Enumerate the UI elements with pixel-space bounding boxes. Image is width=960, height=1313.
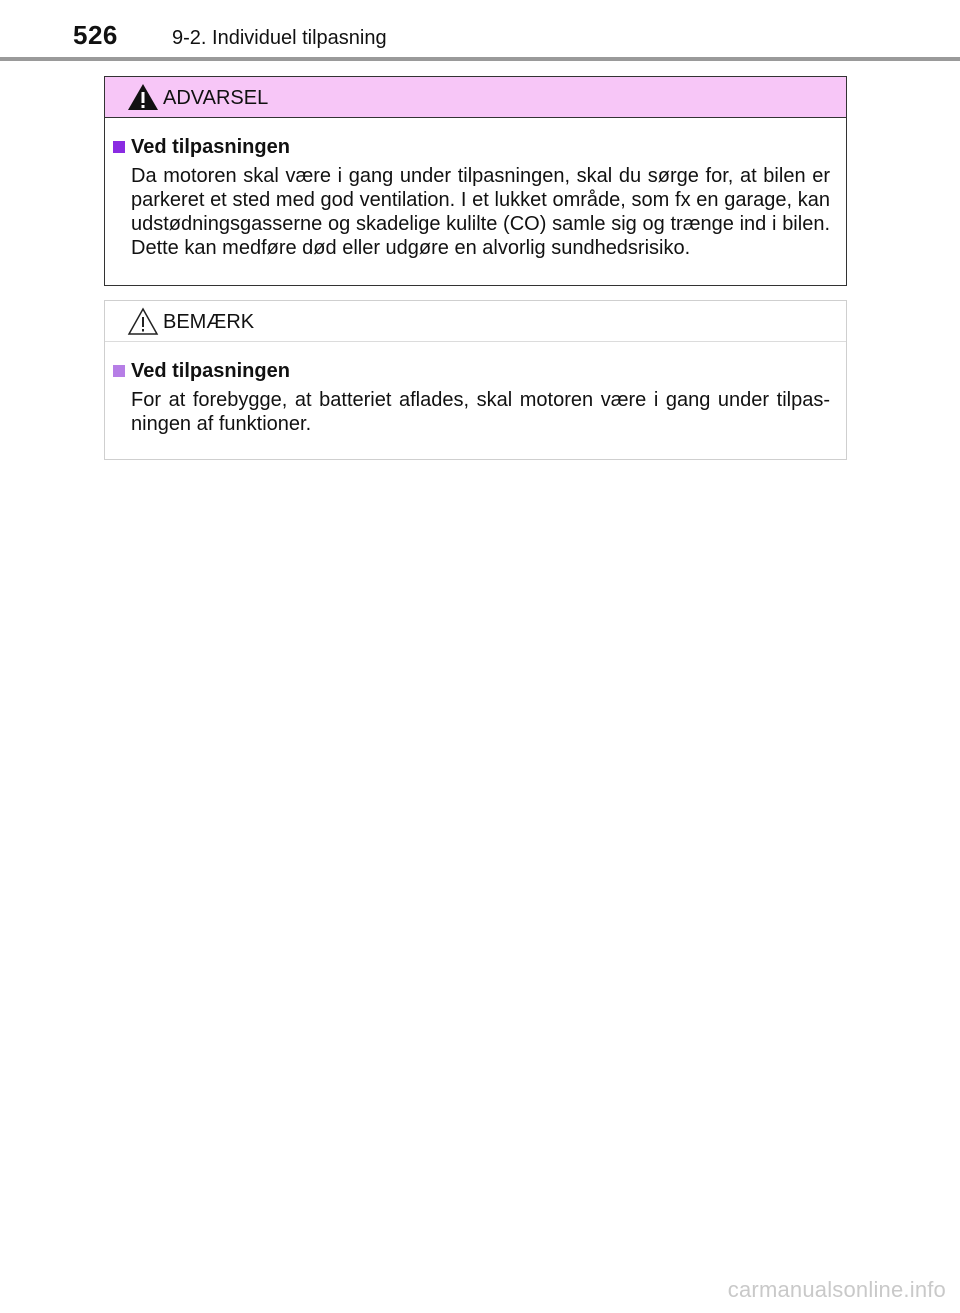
- warning-heading-text: Ved tilpasningen: [131, 135, 290, 158]
- warning-triangle-icon: [126, 82, 160, 112]
- notice-label: BEMÆRK: [163, 311, 255, 333]
- caution-triangle-outline-icon: [126, 306, 160, 336]
- notice-body-text: For at forebygge, at batteriet aflades, skal motoren være i gang under tilpas-ningen af funktioner.: [131, 389, 830, 435]
- warning-body-text: Da motoren skal være i gang under tilpasningen, skal du sørge for, at bilen er parkeret et sted med god ventilation. I et lukket område, som fx en garage, kan udstødningsgasserne og skadelige kulilte (CO) samle sig og trænge ind i bilen. Dette kan medføre død eller udgøre en alvorlig sundhedsrisiko.: [131, 165, 830, 259]
- warning-box-header: [105, 77, 846, 118]
- warning-box: [104, 76, 847, 286]
- notice-heading-text: Ved tilpasningen: [131, 359, 290, 382]
- section-title: 9-2. Individuel tilpasning: [172, 27, 387, 49]
- square-bullet-icon: [113, 365, 125, 377]
- square-bullet-icon: [113, 141, 125, 153]
- page-number: 526: [73, 20, 118, 50]
- notice-box-header: [105, 301, 846, 342]
- notice-sub-heading: [113, 359, 830, 383]
- warning-box-body: [105, 118, 846, 260]
- warning-label: ADVARSEL: [163, 87, 269, 109]
- notice-box-body: [105, 342, 846, 436]
- footer-watermark: carmanualsonline.info: [727, 1277, 946, 1302]
- notice-box: [104, 300, 847, 460]
- warning-sub-heading: [113, 135, 830, 159]
- header-rule: [0, 57, 960, 61]
